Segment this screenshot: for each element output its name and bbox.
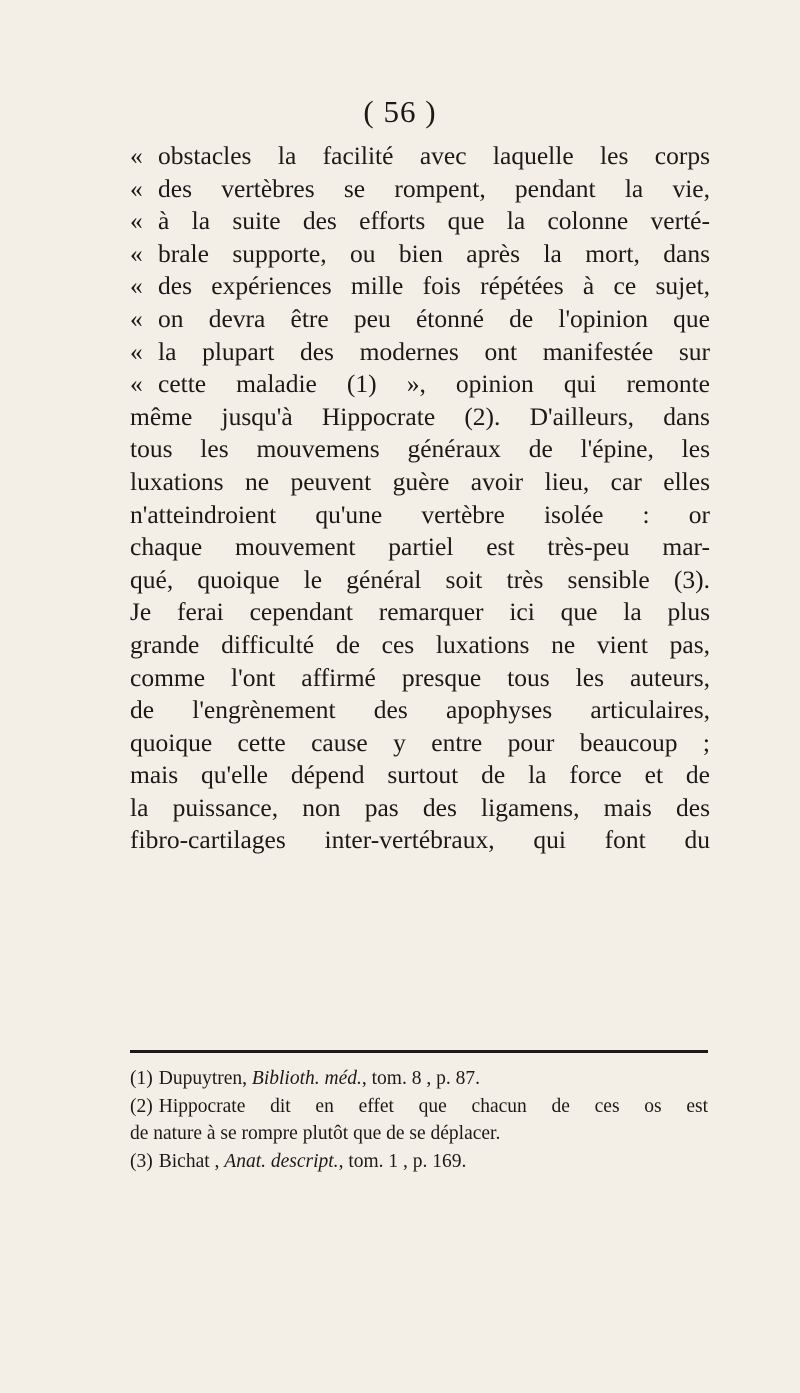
footnote-1: (1) Dupuytren, Biblioth. méd., tom. 8 , p. 87.: [130, 1068, 480, 1089]
text-line: grande difficulté de ces luxations ne vient pas,: [130, 629, 710, 659]
text-line: tous les mouvemens généraux de l'épine, les: [130, 434, 710, 464]
page-number: ( 56 ): [363, 94, 437, 129]
text-line: « des expériences mille fois répétées à ce sujet,: [130, 271, 710, 301]
footnotes: [130, 1065, 708, 1175]
body-text: [130, 140, 710, 857]
text-line: « à la suite des efforts que la colonne verté-: [130, 206, 710, 236]
text-line: qué, quoique le général soit très sensible (3).: [130, 564, 710, 594]
footnote-divider: [130, 1050, 708, 1053]
text-line: « la plupart des modernes ont manifestée sur: [130, 336, 710, 366]
text-line: « obstacles la facilité avec laquelle les corps: [130, 141, 710, 170]
text-line: « cette maladie (1) », opinion qui remonte: [130, 369, 710, 399]
text-line: n'atteindroient qu'une vertèbre isolée : or: [130, 499, 710, 529]
text-line: mais qu'elle dépend surtout de la force et de: [130, 760, 710, 790]
text-line: de l'engrènement des apophyses articulaires,: [130, 695, 710, 725]
text-line: la puissance, non pas des ligamens, mais des: [130, 792, 710, 822]
footnote-3: (3) Bichat , Anat. descript., tom. 1 , p. 169.: [130, 1150, 467, 1172]
text-line: même jusqu'à Hippocrate (2). D'ailleurs, dans: [130, 401, 710, 431]
text-line: « des vertèbres se rompent, pendant la vie,: [130, 173, 710, 203]
text-line: Je ferai cependant remarquer ici que la plus: [130, 597, 710, 627]
footnote-2: (2) Hippocrate dit en effet que chacun de ces os est: [130, 1095, 708, 1117]
text-line: fibro-cartilages inter-vertébraux, qui font du: [130, 825, 710, 855]
text-line: quoique cette cause y entre pour beaucoup ;: [130, 727, 710, 757]
footnote-2-continued: de nature à se rompre plutôt que de se déplacer.: [130, 1123, 501, 1144]
text-line: comme l'ont affirmé presque tous les auteurs,: [130, 662, 710, 692]
text-line: luxations ne peuvent guère avoir lieu, car elles: [130, 466, 710, 496]
text-line: « brale supporte, ou bien après la mort, dans: [130, 238, 710, 268]
text-line: « on devra être peu étonné de l'opinion que: [130, 303, 710, 333]
text-line: chaque mouvement partiel est très-peu mar-: [130, 532, 710, 562]
